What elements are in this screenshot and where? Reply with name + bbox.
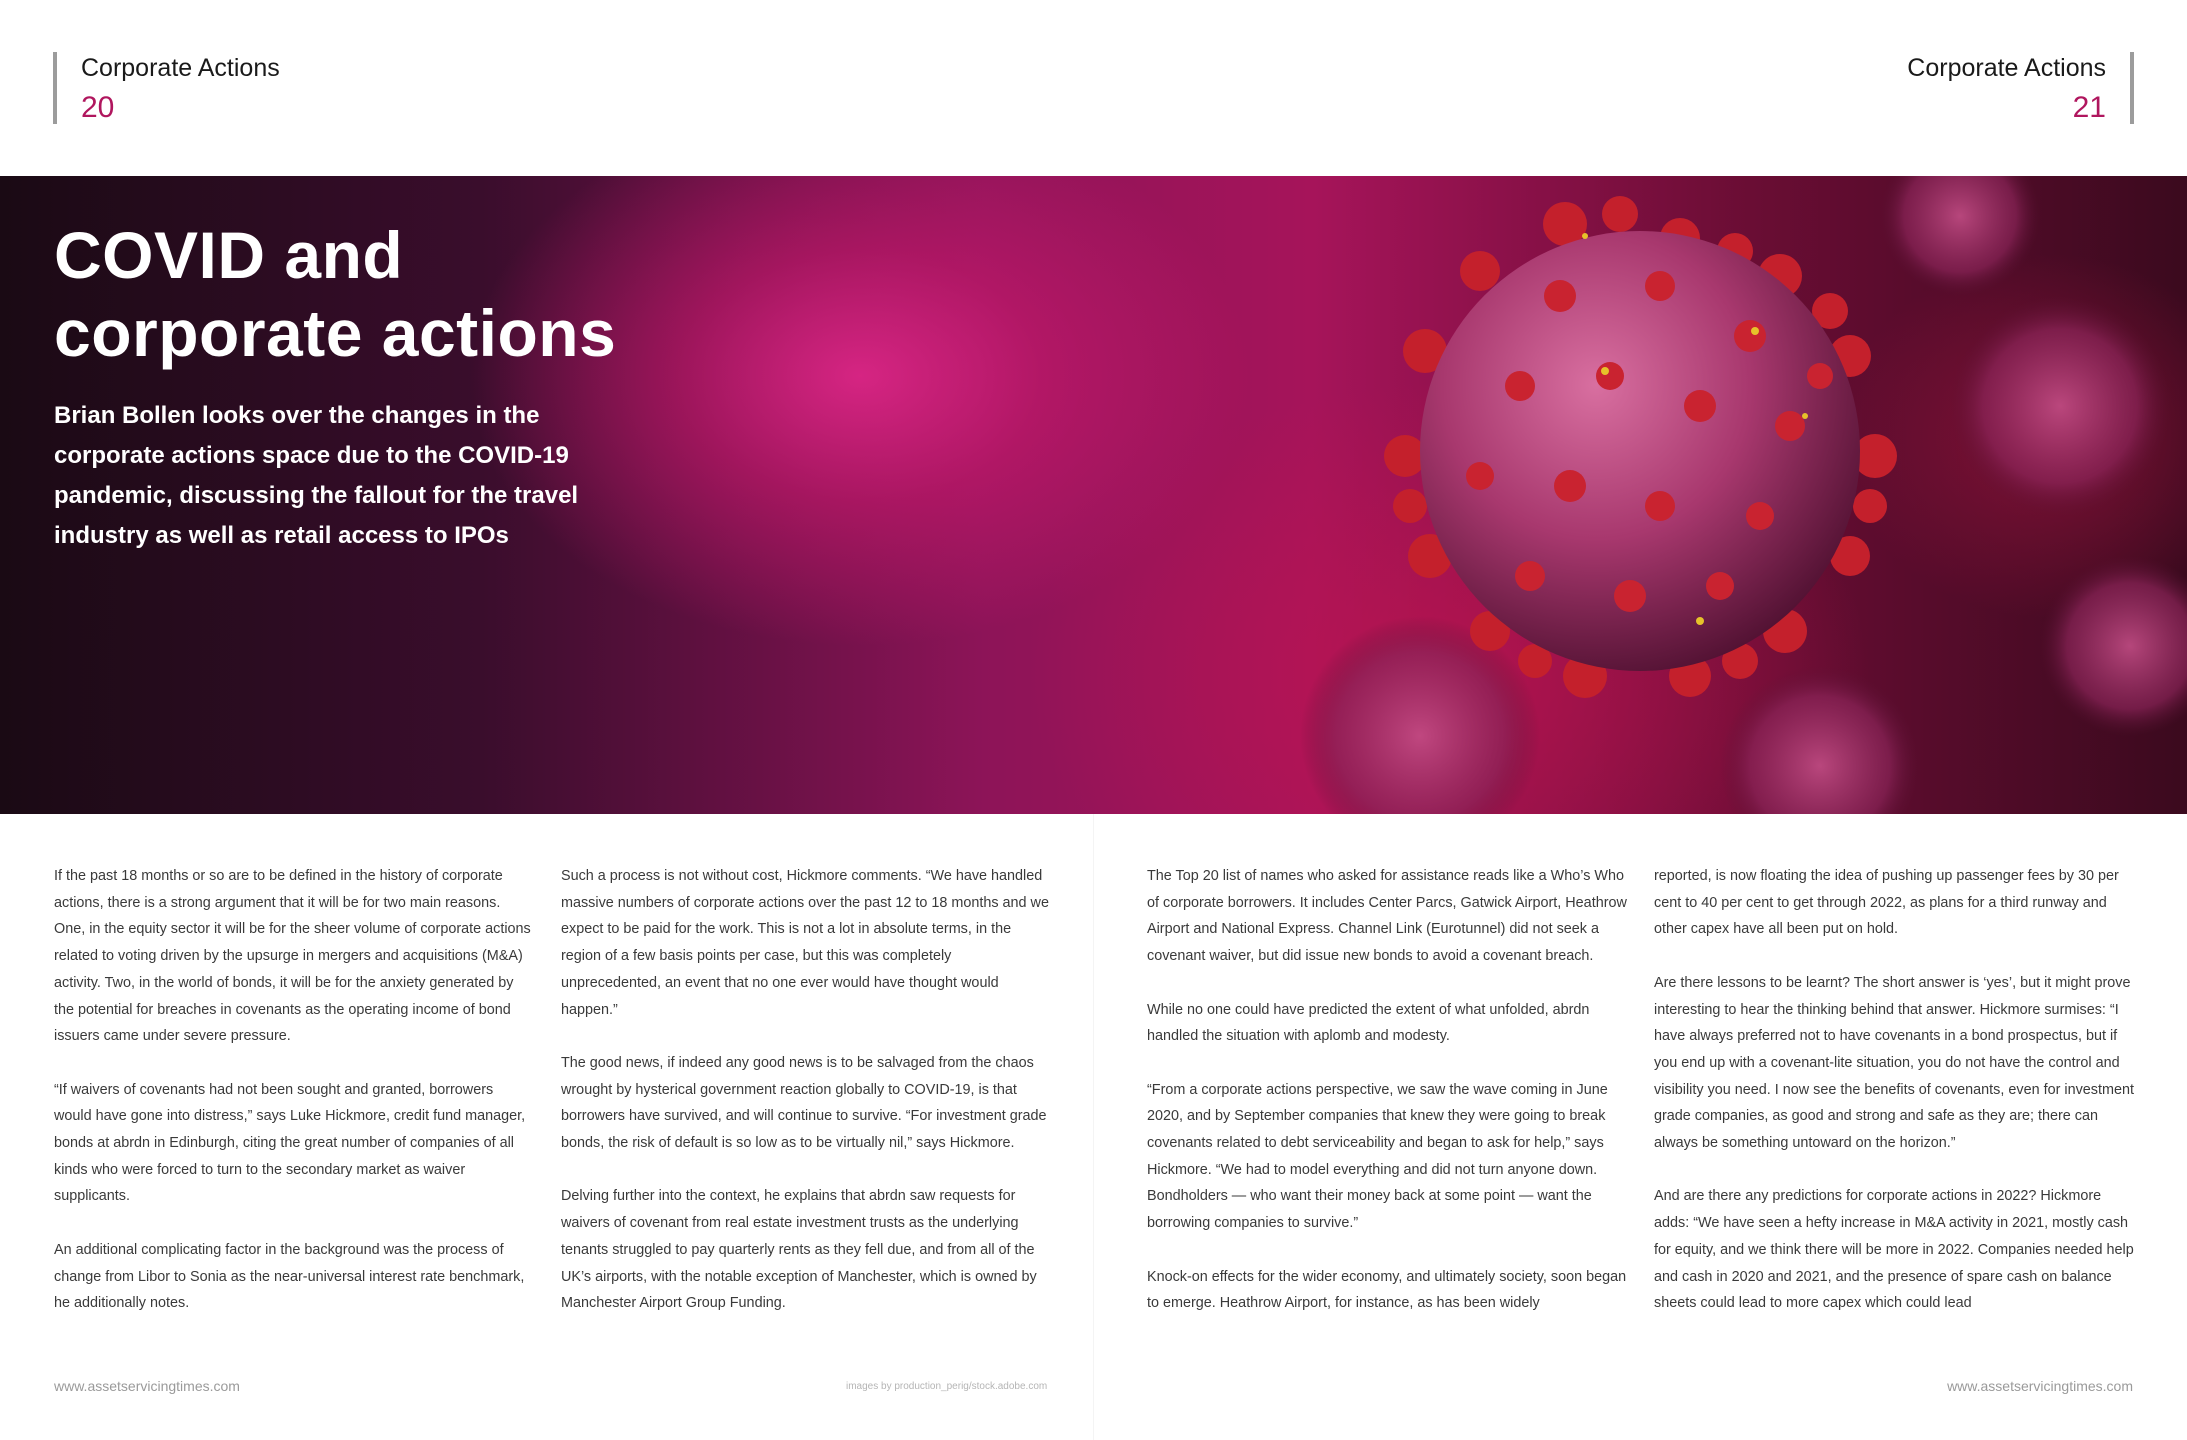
paragraph: The good news, if indeed any good news is to be salvaged from the chaos wrought by hysterical government reaction globally to COVID-19, is that borrowers have survived, and will continue to survive. “For investment grade bonds, the risk of default is so low as to be virtually nil,” says Hickmore. [561, 1054, 1047, 1152]
section-name: Corporate Actions [81, 54, 280, 82]
body-column-3 [1147, 863, 1627, 1344]
footer-url-right[interactable]: www.assetservicingtimes.com [1947, 1378, 2133, 1394]
paragraph: Delving further into the context, he explains that abrdn saw requests for waivers of covenant from real estate investment trusts as the underlying tenants struggled to pay quarterly rents as they fell due, and from all of the UK’s airports, with the notable exception of Manchester, which is owned by Manchester Airport Group Funding. [561, 1188, 1037, 1312]
image-credit: images by production_perig/stock.adobe.com [846, 1381, 1048, 1392]
paragraph: Knock-on effects for the wider economy, and ultimately society, soon began to emerge. Heathrow Airport, for instance, as has been widely [1147, 1268, 1627, 1312]
body-column-4 [1654, 863, 2134, 1344]
paragraph: Are there lessons to be learnt? The short answer is ‘yes’, but it might prove interesting to hear the thinking behind that answer. Hickmore surmises: “I have always preferred not to have covenants in a bond prospectus, but if you end up with a covenant-lite situation, you do not have the control and visibility you need. I now see the benefits of covenants, even for investment grade companies, as good and strong and safe as they are; there can always be something untoward on the horizon.” [1654, 974, 2134, 1152]
virion-background [1720, 666, 1920, 814]
virion-background [2040, 556, 2187, 736]
footer-url-left[interactable]: www.assetservicingtimes.com [54, 1378, 240, 1394]
body-column-1 [54, 863, 534, 1344]
paragraph: And are there any predictions for corporate actions in 2022? Hickmore adds: “We have seen a hefty increase in M&A activity in 2021, mostly cash for equity, and we think there will be more in 2022. Companies needed help and cash in 2020 and 2021, and the presence of spare cash on balance sheets could lead to more capex which could lead [1654, 1188, 2134, 1312]
article-standfirst: Brian Bollen looks over the changes in the corporate actions space due to the COVID-19 pandemic, discussing the fallout for the travel industry as well as retail access to IPOs [54, 402, 579, 549]
paragraph: If the past 18 months or so are to be defined in the history of corporate actions, there is a strong argument that it will be for two main reasons. One, in the equity sector it will be for the sheer volume of corporate actions related to voting driven by the upsurge in mergers and acquisitions (M&A) activity. Two, in the world of bonds, it will be for the anxiety generated by the potential for breaches in covenants as the operating income of bond issuers came under severe pressure. [54, 868, 531, 1045]
page-header-left [53, 52, 280, 124]
paragraph: “From a corporate actions perspective, we saw the wave coming in June 2020, and by September companies that knew they were going to break covenants related to debt serviceability and began to ask for help,” says Hickmore. “We had to model everything and did not turn anyone down. Bondholders — who want their money back at some point — want the borrowing companies to survive.” [1147, 1081, 1608, 1232]
paragraph: Such a process is not without cost, Hickmore comments. “We have handled massive numbers of corporate actions over the past 12 to 18 months and we expect to be paid for the work. This is not a lot in absolute terms, in the region of a few basis points per case, but this was completely unprecedented, an event that no one ever would have thought would happen.” [561, 868, 1049, 1018]
virion-background [1880, 176, 2040, 296]
virion-background [1950, 296, 2170, 516]
page-number: 20 [81, 91, 115, 124]
paragraph: reported, is now floating the idea of pushing up passenger fees by 30 per cent to 40 per cent to get through 2022, as plans for a third runway and other capex have all been put on hold. [1654, 868, 2119, 938]
section-name: Corporate Actions [1907, 54, 2106, 82]
paragraph: An additional complicating factor in the background was the process of change from Libor to Sonia as the near-universal interest rate benchmark, he additionally notes. [54, 1241, 525, 1312]
hero-banner [0, 176, 2187, 814]
virion-background [1300, 616, 1540, 814]
virion-main [1384, 196, 1897, 698]
paragraph: “If waivers of covenants had not been sought and granted, borrowers would have gone into distress,” says Luke Hickmore, credit fund manager, bonds at abrdn in Edinburgh, citing the great number of companies of all kinds who were forced to turn to the secondary market as waiver supplicants. [54, 1081, 526, 1205]
page-number: 21 [2072, 91, 2106, 124]
paragraph: The Top 20 list of names who asked for assistance reads like a Who’s Who of corporate borrowers. It includes Center Parcs, Gatwick Airport, Heathrow Airport and National Express. Channel Link (Eurotunnel) did not seek a covenant waiver, but did issue new bonds to avoid a covenant breach. [1147, 868, 1627, 965]
page-gutter [1093, 814, 1094, 1440]
paragraph: While no one could have predicted the extent of what unfolded, abrdn handled the situation with aplomb and modesty. [1147, 1001, 1590, 1045]
body-column-2 [561, 863, 1051, 1344]
article-title: COVID and corporate actions [54, 218, 617, 370]
page-header-right [1907, 52, 2134, 124]
